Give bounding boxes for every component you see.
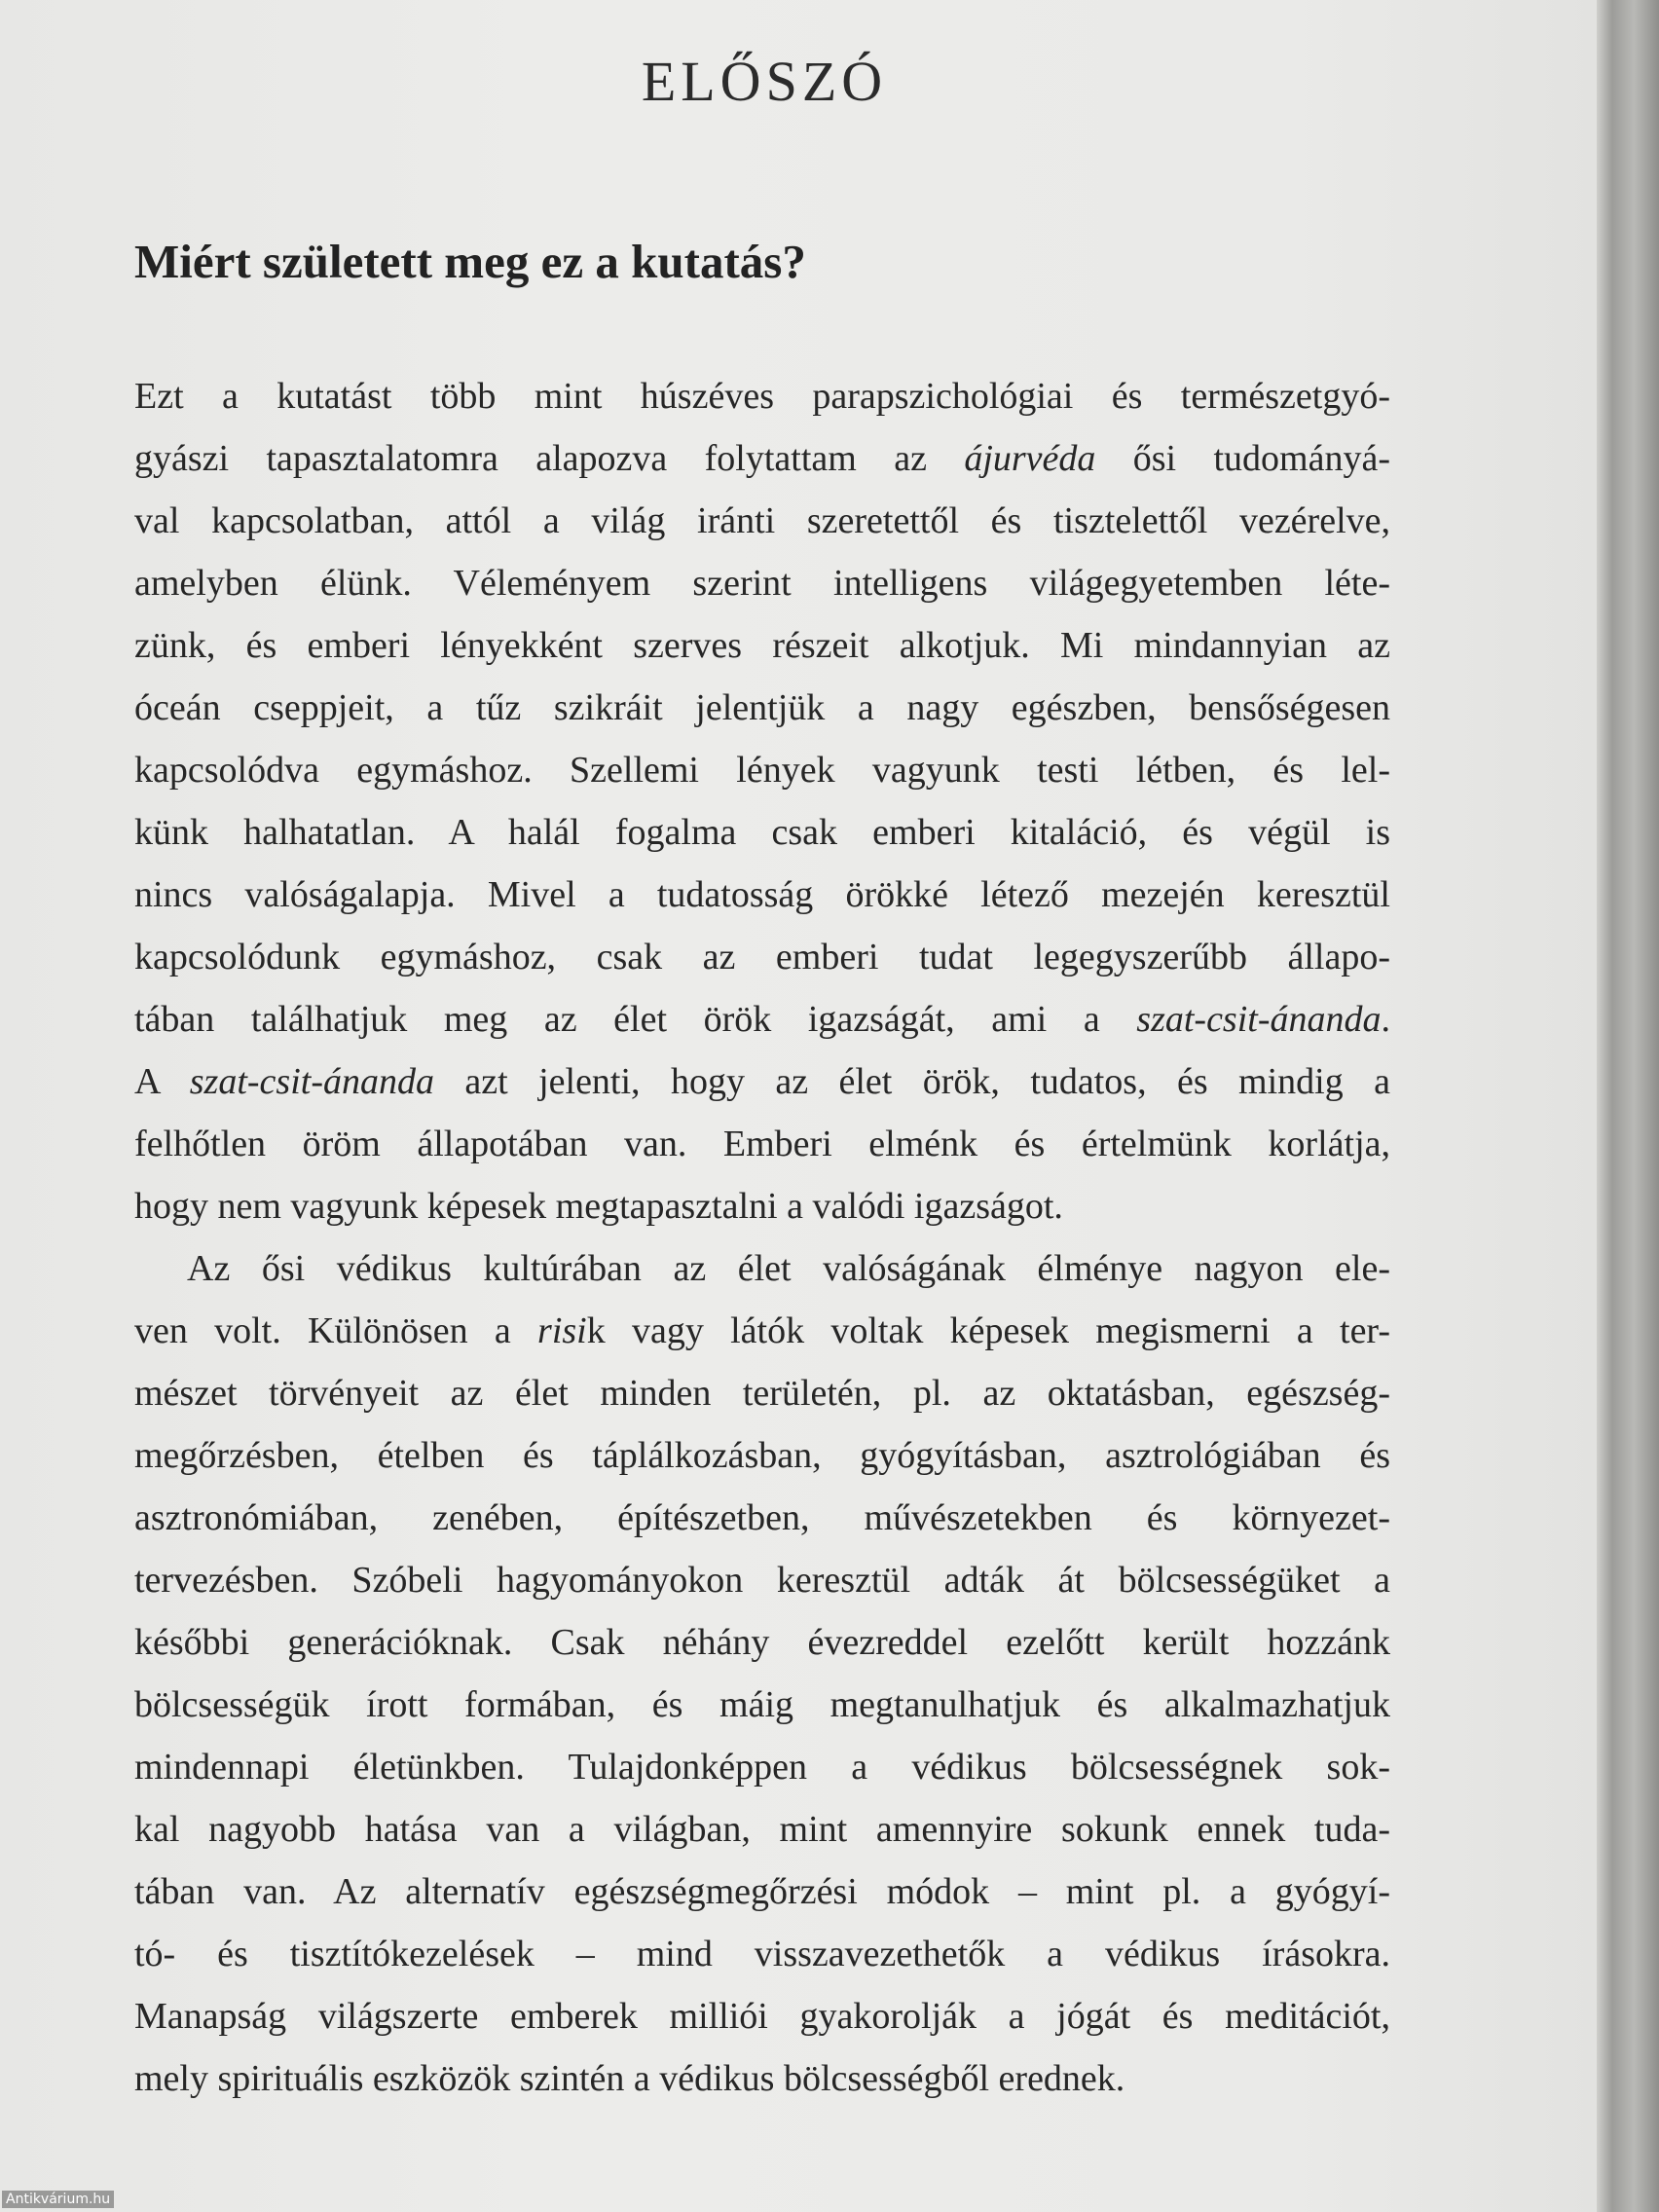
text-line: tában találhatjuk meg az élet örök igazságát, ami a szat-csit-ánanda. bbox=[134, 999, 1390, 1040]
text-line: óceán cseppjeit, a tűz szikráit jelentjük a nagy egészben, bensőségesen bbox=[134, 687, 1390, 728]
text-line: kapcsolódunk egymáshoz, csak az emberi tudat legegyszerűbb állapo- bbox=[134, 937, 1390, 977]
text-line: nincs valóságalapja. Mivel a tudatosság örökké létező mezején keresztül bbox=[134, 874, 1390, 915]
text-line: Ezt a kutatást több mint húszéves parapszichológiai és természetgyó- bbox=[134, 376, 1390, 417]
text-line: tervezésben. Szóbeli hagyományokon keresztül adták át bölcsességüket a bbox=[134, 1560, 1390, 1601]
text-line: amelyben élünk. Véleményem szerint intelligens világegyetemben léte- bbox=[134, 563, 1390, 604]
text-line: zünk, és emberi lényekként szerves részeit alkotjuk. Mi mindannyian az bbox=[134, 625, 1390, 666]
text-line: asztronómiában, zenében, építészetben, művészetekben és környezet- bbox=[134, 1497, 1390, 1538]
text-line: megőrzésben, ételben és táplálkozásban, gyógyításban, asztrológiában és bbox=[134, 1435, 1390, 1476]
text-line: bölcsességük írott formában, és máig megtanulhatjuk és alkalmazhatjuk bbox=[134, 1684, 1390, 1725]
text-line: A szat-csit-ánanda azt jelenti, hogy az élet örök, tudatos, és mindig a bbox=[134, 1061, 1390, 1102]
section-heading: Miért született meg ez a kutatás? bbox=[134, 235, 806, 288]
text-line: Az ősi védikus kultúrában az élet valóságának élménye nagyon ele- bbox=[187, 1248, 1390, 1289]
text-line: kal nagyobb hatása van a világban, mint amennyire sokunk ennek tuda- bbox=[134, 1809, 1390, 1850]
text-line: mely spirituális eszközök szintén a védikus bölcsességből erednek. bbox=[134, 2058, 1125, 2099]
chapter-title: ELŐSZÓ bbox=[641, 50, 888, 113]
watermark: Antikvárium.hu bbox=[2, 2191, 114, 2208]
text-line: ven volt. Különösen a risik vagy látók voltak képesek megismerni a ter- bbox=[134, 1310, 1390, 1351]
text-line: kapcsolódva egymáshoz. Szellemi lények vagyunk testi létben, és lel- bbox=[134, 750, 1390, 791]
page-edge bbox=[1597, 0, 1659, 2212]
text-line: felhőtlen öröm állapotában van. Emberi elménk és értelmünk korlátja, bbox=[134, 1124, 1390, 1164]
text-line: Manapság világszerte emberek milliói gyakorolják a jógát és meditációt, bbox=[134, 1996, 1390, 2037]
text-line: mészet törvényeit az élet minden területén, pl. az oktatásban, egészség- bbox=[134, 1373, 1390, 1414]
text-line: mindennapi életünkben. Tulajdonképpen a védikus bölcsességnek sok- bbox=[134, 1747, 1390, 1788]
text-line: gyászi tapasztalatomra alapozva folytattam az ájurvéda ősi tudományá- bbox=[134, 438, 1390, 479]
text-line: későbbi generációknak. Csak néhány évezreddel ezelőtt került hozzánk bbox=[134, 1622, 1390, 1663]
text-line: künk halhatatlan. A halál fogalma csak emberi kitaláció, és végül is bbox=[134, 812, 1390, 853]
text-line: hogy nem vagyunk képesek megtapasztalni a valódi igazságot. bbox=[134, 1186, 1063, 1227]
text-line: tó- és tisztítókezelések – mind visszavezethetők a védikus írásokra. bbox=[134, 1934, 1390, 1974]
text-line: val kapcsolatban, attól a világ iránti szeretettől és tisztelettől vezérelve, bbox=[134, 500, 1390, 541]
text-line: tában van. Az alternatív egészségmegőrzési módok – mint pl. a gyógyí- bbox=[134, 1871, 1390, 1912]
